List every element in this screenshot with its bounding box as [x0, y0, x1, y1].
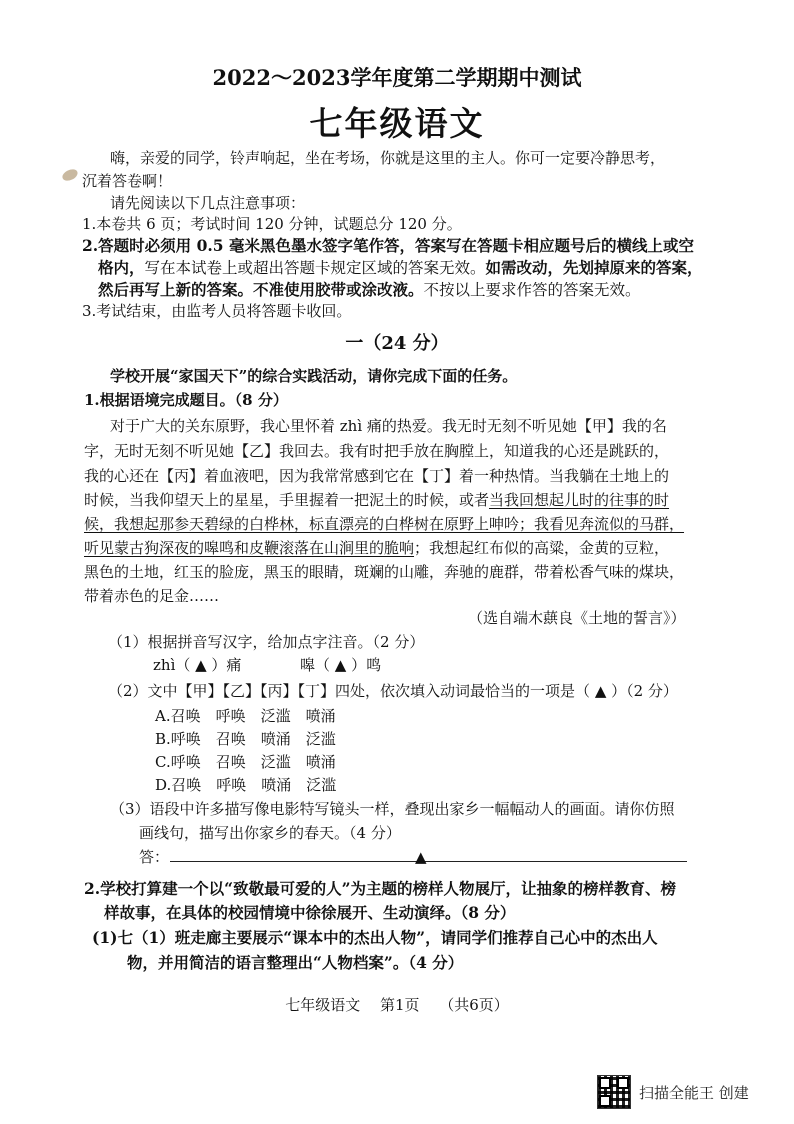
passage-line-8: 带着赤色的足金……	[84, 587, 220, 605]
q1-sub3-line-2: 画线句，描写出你家乡的春天。（4 分）	[139, 824, 401, 842]
rule-2-normal-c: 不按以上要求作答的答案无效。	[423, 281, 641, 299]
q1-sub2: （2）文中【甲】【乙】【丙】【丁】四处，依次填入动词最恰当的一项是（ ▲ ）（2 分）	[108, 682, 678, 700]
passage-line-7: 黑色的土地，红玉的脸庞，黑玉的眼睛，斑斓的山雕，奔驰的鹿群，带着松香气味的煤块，	[84, 563, 685, 581]
underlined-sentence-c: 听见蒙古狗深夜的嗥鸣和皮鞭滚落在山涧里的脆响	[84, 539, 415, 557]
answer-mark: ▲	[415, 848, 427, 866]
notice-heading: 请先阅读以下几点注意事项：	[110, 194, 306, 212]
rule-2-line-2	[98, 256, 703, 280]
qr-code-icon	[597, 1075, 631, 1109]
rule-1: 1.本卷共 6 页；考试时间 120 分钟，试题总分 120 分。	[82, 215, 462, 233]
section-heading: 一（24 分）	[345, 333, 449, 354]
exam-title: 2022～2023学年度第二学期期中测试	[212, 65, 582, 90]
option-a: A.召唤 呼唤 泛滥 喷涌	[155, 707, 336, 725]
q1-sub1-blank-a: zhì（ ▲ ）痛	[153, 656, 242, 674]
intro-line-2: 沉着答卷啊！	[82, 172, 173, 190]
passage-source: （选自端木蕻良《土地的誓言》）	[468, 609, 686, 627]
passage-line-4-text: 时候，当我仰望天上的星星，手里握着一把泥土的时候，或者	[84, 491, 490, 509]
subject-title: 七年级语文	[309, 104, 485, 143]
option-d: D.召唤 呼唤 喷涌 泛滥	[155, 776, 337, 794]
question-2-sub1-line-2: 物，并用简洁的语言整理出“人物档案”。（4 分）	[127, 953, 464, 972]
question-2-sub1-line-1: (1)七（1）班走廊主要展示“课本中的杰出人物”，请同学们推荐自己心中的杰出人	[92, 928, 658, 947]
passage-line-1: 对于广大的关东原野，我心里怀着 zhì 痛的热爱。我无时无刻不听见她【甲】我的名	[110, 417, 667, 435]
question-1-title: 1.根据语境完成题目。（8 分）	[84, 391, 288, 409]
rule-2-line-3	[98, 278, 641, 302]
intro-line-1: 嗨，亲爱的同学，铃声响起，坐在考场，你就是这里的主人。你可一定要冷静思考，	[110, 149, 666, 167]
stain-mark	[61, 167, 80, 183]
option-b: B.呼唤 召唤 喷涌 泛滥	[155, 730, 336, 748]
rule-2-bold-b: 如需改动，先划掉原来的答案，	[485, 258, 703, 277]
passage-line-4	[84, 489, 669, 511]
question-2-line-2: 样故事，在具体的校园情境中徐徐展开、生动演绎。（8 分）	[104, 903, 516, 922]
q1-sub3-line-1: （3）语段中许多描写像电影特写镜头一样，叠现出家乡一幅幅动人的画面。请你仿照	[110, 800, 675, 818]
passage-line-3: 我的心还在【丙】着血液吧，因为我常常感到它在【丁】着一种热情。当我躺在土地上的	[84, 467, 670, 485]
rule-2-bold-c: 然后再写上新的答案。不准使用胶带或涂改液。	[98, 280, 424, 299]
answer-label: 答：	[139, 848, 170, 866]
underlined-sentence-b: 候，我想起那参天碧绿的白桦林，标直漂亮的白桦树在原野上呻吟；我看见奔流似的马群，	[84, 515, 685, 533]
rule-2-line-1: 2.答题时必须用 0.5 毫米黑色墨水签字笔作答，答案写在答题卡相应题号后的横线上或空	[82, 236, 694, 255]
underlined-sentence-a: 当我回想起儿时的往事的时	[489, 491, 670, 509]
rule-3: 3.考试结束，由监考人员将答题卡收回。	[82, 302, 352, 320]
q1-sub1: （1）根据拼音写汉字，给加点字注音。（2 分）	[108, 633, 425, 651]
answer-line	[170, 861, 687, 862]
passage-line-2: 字，无时无刻不听见她【乙】我回去。我有时把手放在胸膛上，知道我的心还是跳跃的，	[84, 442, 670, 460]
rule-2-normal-a: 写在本试卷上或超出答题卡规定区域的答案无效。	[144, 259, 486, 277]
question-2-line-1: 2.学校打算建一个以“致敬最可爱的人”为主题的榜样人物展厅，让抽象的榜样教育、榜	[84, 879, 677, 898]
section-task: 学校开展“家国天下”的综合实践活动，请你完成下面的任务。	[110, 367, 518, 385]
rule-2-bold-a: 格内，	[98, 258, 145, 277]
page-footer: 七年级语文 第1页 （共6页）	[285, 996, 509, 1014]
passage-line-6-text: ；我想起红布似的高粱，金黄的豆粒，	[414, 539, 670, 557]
scanner-watermark: 扫描全能王 创建	[639, 1084, 749, 1102]
option-c: C.呼唤 召唤 泛滥 喷涌	[155, 753, 336, 771]
passage-line-6	[84, 537, 669, 559]
q1-sub1-blank-b: 嗥（ ▲ ）鸣	[300, 656, 382, 674]
